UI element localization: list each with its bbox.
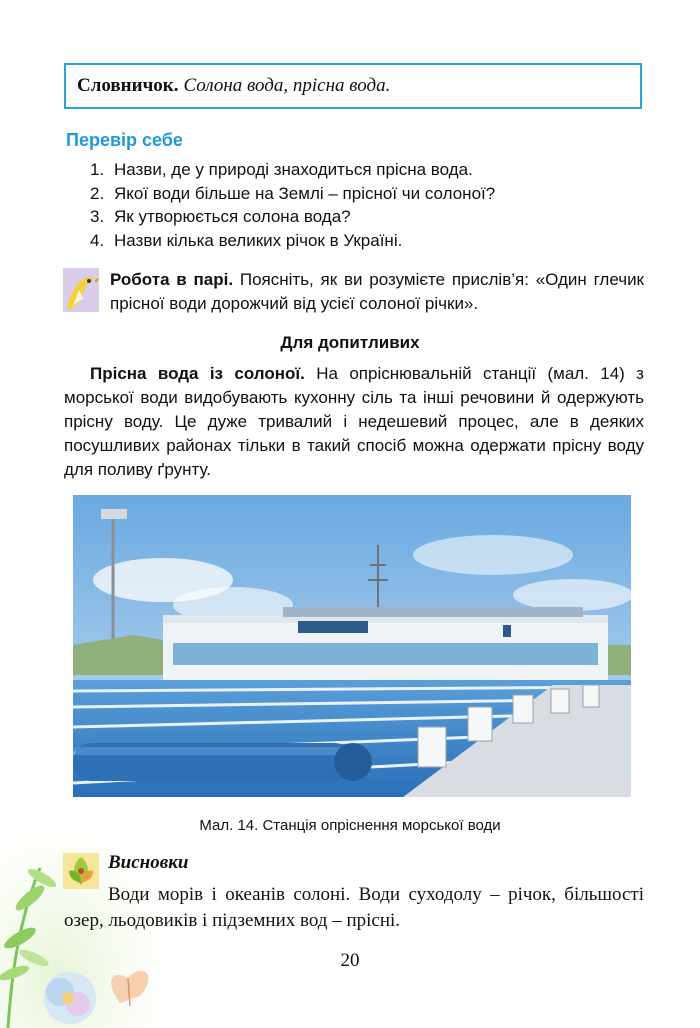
vocabulary-terms: Солона вода, прісна вода. xyxy=(183,75,391,96)
conclusions-paragraph: Води морів і океанів солоні. Води суходолу – річок, більшості озер, льодовиків і підземних вод – прісні. xyxy=(64,884,644,931)
vocabulary-box xyxy=(64,63,642,109)
list-item: 1. Назви, де у природі знаходиться прісна вода. xyxy=(90,160,473,179)
desalination-station-photo xyxy=(73,495,631,797)
self-check-title: Перевір себе xyxy=(66,130,183,150)
conclusions-title: Висновки xyxy=(108,852,189,873)
pair-work-paragraph xyxy=(110,268,644,316)
vocabulary-label: Словничок. xyxy=(77,75,179,96)
list-item: 2. Якої води більше на Землі – прісної чи солоної? xyxy=(90,183,496,203)
list-item: 4. Назви кілька великих річок в Україні. xyxy=(90,230,403,250)
self-check-list xyxy=(90,158,495,252)
pair-work-label: Робота в парі. xyxy=(110,270,234,289)
curious-paragraph xyxy=(64,362,644,482)
pair-work-icon xyxy=(63,268,99,312)
list-item: 3. Як утворюється солона вода? xyxy=(90,207,351,226)
curious-title: Для допитливих xyxy=(280,333,420,352)
page-number: 20 xyxy=(340,950,360,971)
pair-work-text: Поясніть, як ви розумієте прислів’я: «Один глечик прісної води дорожчий від усієї солоної річки». xyxy=(110,270,644,313)
curious-lead: Прісна вода із солоної. xyxy=(90,364,305,383)
curious-text: На опріснювальній станції (мал. 14) з морської води видобувають кухонну сіль та інші речовини й одержують прісну воду. Це дуже тривалий і недешевий процес, але в деяких посушливих районах тільки в такий спосіб можна одержати прісну воду для поливу ґрунту. xyxy=(64,364,644,479)
figure-caption: Мал. 14. Станція опріснення морської води xyxy=(199,817,501,834)
